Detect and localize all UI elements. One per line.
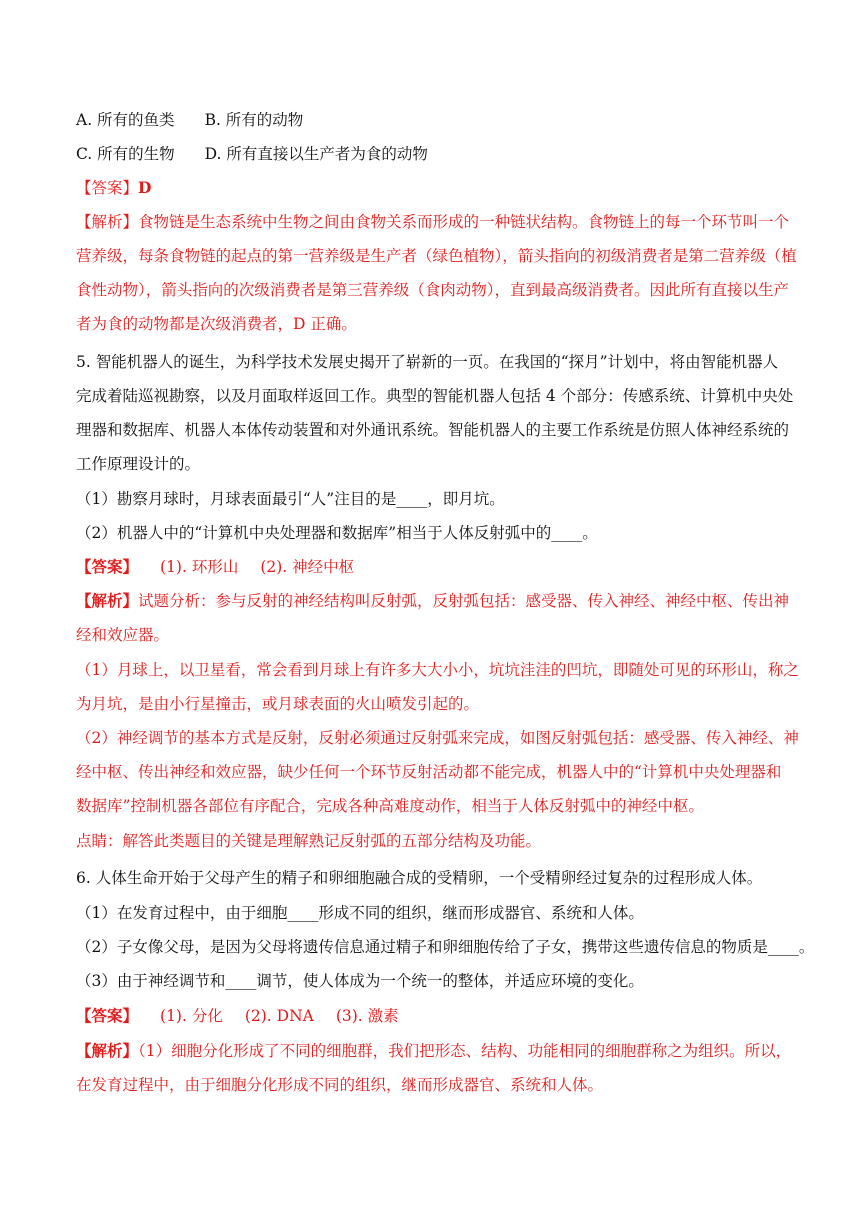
q5-stem-line: 5. 智能机器人的诞生，为科学技术发展史揭开了崭新的一页。在我国的“探月”计划中，将由智能机器人 (76, 353, 779, 371)
analysis-tag: 【解析】 (76, 591, 139, 610)
q4-option-d: D. 所有直接以生产者为食的动物 (204, 145, 428, 163)
q5-analysis-line: 点睛：解答此类题目的关键是理解熟记反射弧的五部分结构及功能。 (76, 832, 542, 850)
analysis-text: （1）细胞分化形成了不同的细胞群，我们把形态、结构、功能相同的细胞群称之为组织。所以， (138, 1042, 792, 1060)
q4-options-row-2 (76, 144, 788, 164)
q4-option-a: A. 所有的鱼类 (76, 111, 175, 129)
q5-analysis-line: 数据库”控制机器各部位有序配合，完成各种高难度动作，相当于人体反射弧中的神经中枢。 (76, 797, 704, 815)
q5-analysis-line: （2）神经调节的基本方式是反射，反射必须通过反射弧来完成，如图反射弧包括：感受器、传入神经、神 (76, 729, 799, 747)
q5-stem-line: 完成着陆巡视勘察，以及月面取样返回工作。典型的智能机器人包括 4 个部分：传感系统、计算机中央处 (76, 387, 794, 405)
q5-analysis-line: （1）月球上，以卫星看，常会看到月球上有许多大大小小，坑坑洼洼的凹坑，即随处可见的环形山，称之 (76, 661, 799, 679)
q5-analysis-line: 为月坑，是由小行星撞击，或月球表面的火山喷发引起的。 (76, 695, 480, 713)
q5-analysis-line: 经中枢、传出神经和效应器，缺少任何一个环节反射活动都不能完成，机器人中的“计算机中央处理器和 (76, 763, 782, 781)
answer-2: (2). 神经中枢 (260, 558, 355, 576)
answer-2: (2). DNA (244, 1007, 314, 1025)
analysis-text: 试题分析：参与反射的神经结构叫反射弧，反射弧包括：感受器、传入神经、神经中枢、传出神 (138, 592, 790, 610)
q5-sub-question-1: （1）勘察月球时，月球表面最引“人”注目的是____，即月坑。 (76, 490, 505, 508)
answer-tag: 【答案】 (76, 1006, 139, 1025)
q5-analysis-line (76, 591, 788, 611)
q6-analysis-line (76, 1041, 792, 1061)
q6-stem: 6. 人体生命开始于父母产生的精子和卵细胞融合成的受精卵，一个受精卵经过复杂的过程形成人体。 (76, 869, 763, 887)
answer-tag: 【答案】 (76, 179, 139, 197)
q5-stem-line: 工作原理设计的。 (76, 455, 201, 473)
q4-options-row-1 (76, 110, 788, 130)
q6-analysis-line: 在发育过程中，由于细胞分化形成不同的组织，继而形成器官、系统和人体。 (76, 1076, 604, 1094)
q4-option-b: B. 所有的动物 (204, 111, 304, 129)
answer-tag: 【答案】 (76, 557, 139, 576)
q4-analysis-line (76, 212, 788, 232)
q4-analysis-line: 者为食的动物都是次级消费者，D 正确。 (76, 315, 357, 333)
answer-1: (1). 环形山 (160, 558, 239, 576)
q4-analysis-line: 营养级，每条食物链的起点的第一营养级是生产者（绿色植物），箭头指向的初级消费者是第二营养级（植 (76, 247, 797, 265)
answer-value: D (138, 178, 152, 197)
analysis-tag: 【解析】 (76, 213, 139, 231)
q6-sub-question-2: （2）子女像父母，是因为父母将遗传信息通过精子和卵细胞传给了子女，携带这些遗传信息的物质是____。 (76, 938, 815, 956)
q5-stem-line: 理器和数据库、机器人本体传动装置和对外通讯系统。智能机器人的主要工作系统是仿照人体神经系统的 (76, 421, 790, 439)
q5-sub-question-2: （2）机器人中的“计算机中央处理器和数据库”相当于人体反射弧中的____。 (76, 524, 598, 542)
analysis-text: 食物链是生态系统中生物之间由食物关系而形成的一种链状结构。食物链上的每一个环节叫一个 (138, 213, 790, 231)
answer-1: (1). 分化 (160, 1007, 223, 1025)
analysis-tag: 【解析】 (76, 1041, 139, 1060)
q6-sub-question-3: （3）由于神经调节和____调节，使人体成为一个统一的整体，并适应环境的变化。 (76, 972, 644, 990)
answer-3: (3). 激素 (335, 1007, 399, 1025)
q5-analysis-line: 经和效应器。 (76, 626, 170, 644)
q4-option-c: C. 所有的生物 (76, 145, 175, 163)
q4-answer (76, 178, 788, 198)
q5-answer (76, 557, 788, 577)
q4-analysis-line: 食性动物），箭头指向的次级消费者是第三营养级（食肉动物），直到最高级消费者。因此所有直接以生产 (76, 281, 790, 299)
q6-sub-question-1: （1）在发育过程中，由于细胞____形成不同的组织，继而形成器官、系统和人体。 (76, 904, 644, 922)
q6-answer (76, 1006, 788, 1026)
